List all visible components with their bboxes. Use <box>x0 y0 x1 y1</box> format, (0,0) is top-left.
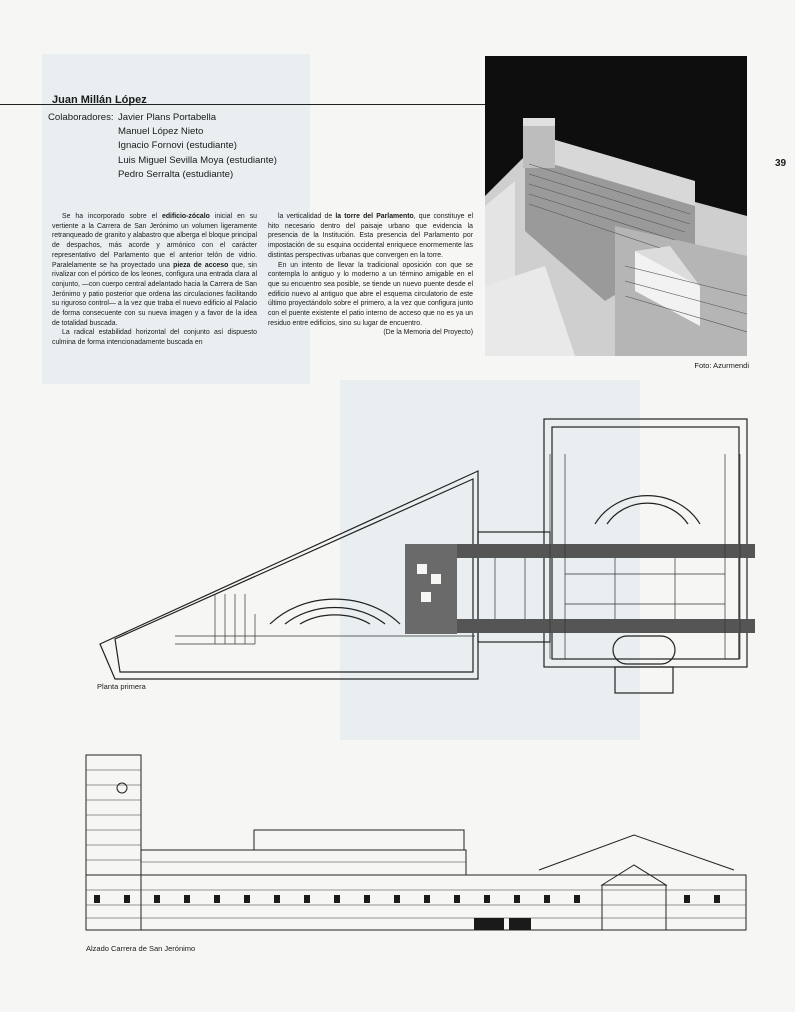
text-column-2 <box>268 212 473 338</box>
credit-name: Luis Miguel Sevilla Moya (estudiante) <box>118 154 277 166</box>
credits-block <box>48 111 277 182</box>
photo-credit: Foto: Azurmendi <box>694 361 749 370</box>
plan-caption: Planta primera <box>97 682 146 691</box>
paragraph: En un intento de llevar la tradicional oposición con que se contempla lo antiguo y lo moderno a un término amigable en el que su encuentro sea posible, se tiende un nuevo puente desde el edificio nuevo al antiguo que abre el esquema circulatorio de este último proyectándolo sobre el primero, a la vez que configura junto con el puente existente el patio interno de acceso que no es ya un residuo entre edificios, sino su lugar de encuentro. <box>268 261 473 327</box>
author-name: Juan Millán López <box>52 94 147 106</box>
credit-name: Javier Plans Portabella <box>118 112 217 123</box>
elevation-caption: Alzado Carrera de San Jerónimo <box>86 944 196 953</box>
paragraph: La radical estabilidad horizontal del conjunto así dispuesto culmina de forma intencionadamente buscada en <box>52 329 257 347</box>
credit-name: Pedro Serralta (estudiante) <box>118 168 234 180</box>
credits-names <box>118 111 277 182</box>
elevation-drawing <box>84 750 750 950</box>
page-number: 39 <box>775 158 787 169</box>
model-photo <box>485 56 747 356</box>
credit-name: Manuel López Nieto <box>118 126 204 138</box>
credit-name: Ignacio Fornovi (estudiante) <box>118 140 237 152</box>
source-note: (De la Memoria del Proyecto) <box>383 329 473 337</box>
paragraph: Se ha incorporado sobre el edificio-zócalo inicial en su vertiente a la Carrera de San Jerónimo un volumen ligeramente retranqueado de granito y alabastro que alberga el bloque principal de despachos, más acorde y armónico con el carácter representativo del Parlamento que el anterior telón de vidrio. Paralelamente se ha proyectado una pieza de acceso que, sin rivalizar con el pórtico de los leones, configura una entrada clara al conjunto, —con cuerpo central adelantado hacia la Carrera de San Jerónimo y patio posterior que ordena las circulaciones facilitando su riguroso control— a la vez que traba el nuevo edificio al Palacio de forma consecuente con su nueva imagen y a favor de la idea de totalidad buscada. <box>52 213 258 327</box>
floor-plan <box>95 414 755 694</box>
text-column-1 <box>52 212 257 348</box>
paragraph: la verticalidad de la torre del Parlamento, que constituye el hito necesario dentro del paisaje urbano que evidencia la presencia de la Institución. Esta presencia del Parlamento por impostación de su esquina occidental enriquece enormemente las distintas perspectivas urbanas que convergen en la torre. <box>268 213 473 259</box>
architectural-model-image <box>485 56 747 356</box>
credits-label: Colaboradores: <box>48 112 114 123</box>
